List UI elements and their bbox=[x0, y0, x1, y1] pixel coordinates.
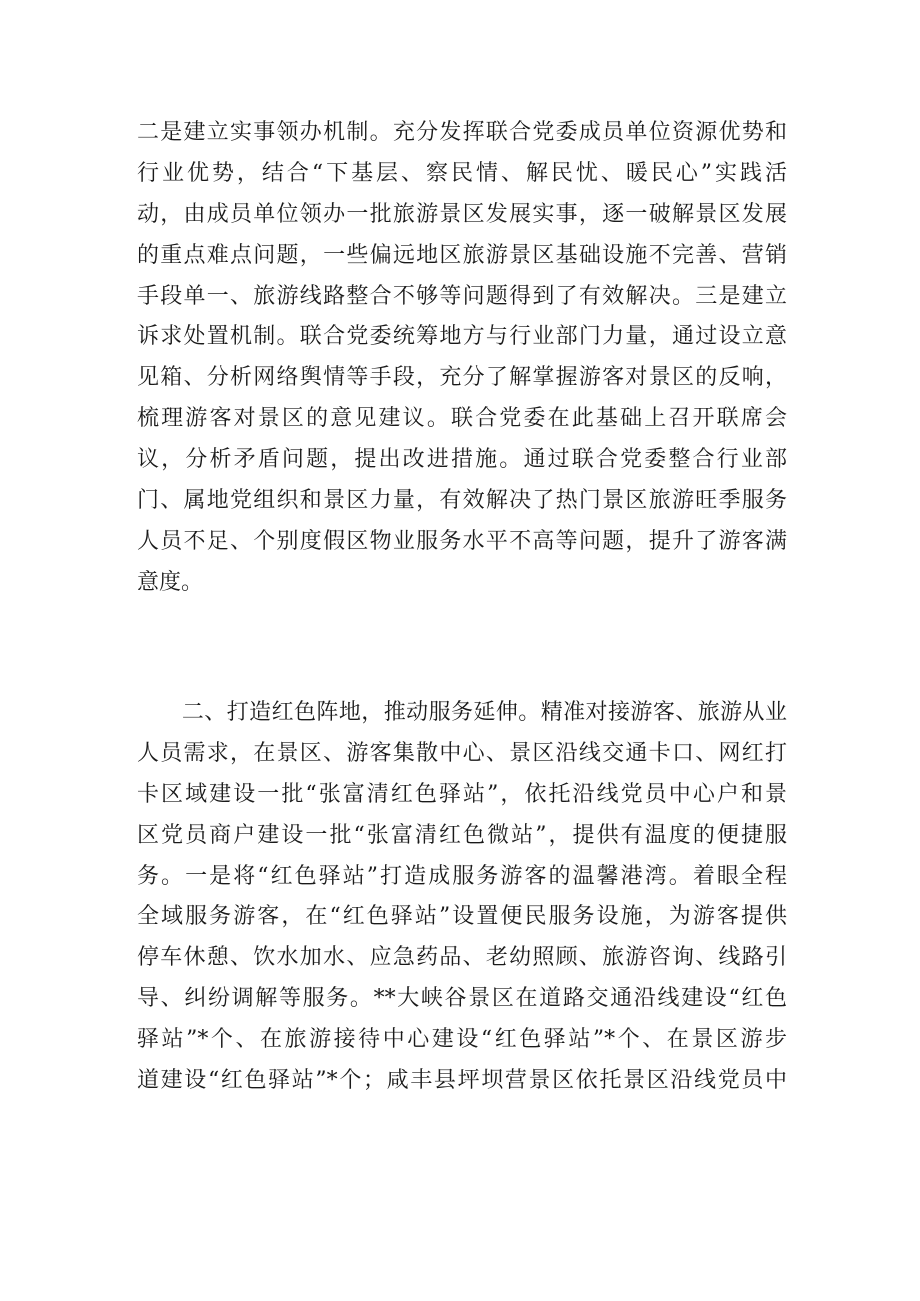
paragraph-line: 梳理游客对景区的意见建议。联合党委在此基础上召开联席会 bbox=[137, 406, 787, 432]
paragraph-line: 区党员商户建设一批“张富清红色微站”，提供有温度的便捷服 bbox=[137, 822, 787, 848]
paragraph-line: 见箱、分析网络舆情等手段，充分了解掌握游客对景区的反响， bbox=[137, 365, 787, 391]
paragraph-line: 全域服务游客，在“红色驿站”设置便民服务设施，为游客提供 bbox=[137, 904, 787, 930]
paragraph-line: 手段单一、旅游线路整合不够等问题得到了有效解决。三是建立 bbox=[137, 283, 787, 309]
paragraph-realwork-mechanism bbox=[137, 113, 787, 604]
paragraph-line: 意度。 bbox=[137, 569, 204, 595]
paragraph-line: 导、纠纷调解等服务。**大峡谷景区在道路交通沿线建设“红色 bbox=[137, 986, 787, 1012]
paragraph-line: 议，分析矛盾问题，提出改进措施。通过联合党委整合行业部 bbox=[137, 447, 787, 473]
paragraph-line: 停车休憩、饮水加水、应急药品、老幼照顾、旅游咨询、线路引 bbox=[137, 945, 787, 971]
paragraph-red-station bbox=[137, 693, 787, 1102]
paragraph-line: 二是建立实事领办机制。充分发挥联合党委成员单位资源优势和 bbox=[137, 120, 787, 145]
paragraph-line: 行业优势，结合“下基层、察民情、解民忧、暖民心”实践活 bbox=[137, 160, 787, 186]
paragraph-line: 人员需求，在景区、游客集散中心、景区沿线交通卡口、网红打 bbox=[137, 740, 787, 766]
paragraph-line: 门、属地党组织和景区力量，有效解决了热门景区旅游旺季服务 bbox=[137, 488, 787, 514]
paragraph-line: 驿站”*个、在旅游接待中心建设“红色驿站”*个、在景区游步 bbox=[137, 1027, 787, 1053]
paragraph-line: 诉求处置机制。联合党委统筹地方与行业部门力量，通过设立意 bbox=[137, 324, 787, 350]
paragraph-line: 二、打造红色阵地，推动服务延伸。精准对接游客、旅游从业 bbox=[137, 700, 787, 725]
paragraph-line: 道建设“红色驿站”*个；咸丰县坪坝营景区依托景区沿线党员中 bbox=[137, 1068, 787, 1094]
paragraph-line: 卡区域建设一批“张富清红色驿站”，依托沿线党员中心户和景 bbox=[137, 781, 787, 807]
paragraph-line: 动，由成员单位领办一批旅游景区发展实事，逐一破解景区发展 bbox=[137, 201, 787, 227]
paragraph-line: 的重点难点问题，一些偏远地区旅游景区基础设施不完善、营销 bbox=[137, 242, 787, 268]
paragraph-line: 人员不足、个别度假区物业服务水平不高等问题，提升了游客满 bbox=[137, 528, 787, 554]
paragraph-line: 务。一是将“红色驿站”打造成服务游客的温馨港湾。着眼全程 bbox=[137, 863, 787, 889]
